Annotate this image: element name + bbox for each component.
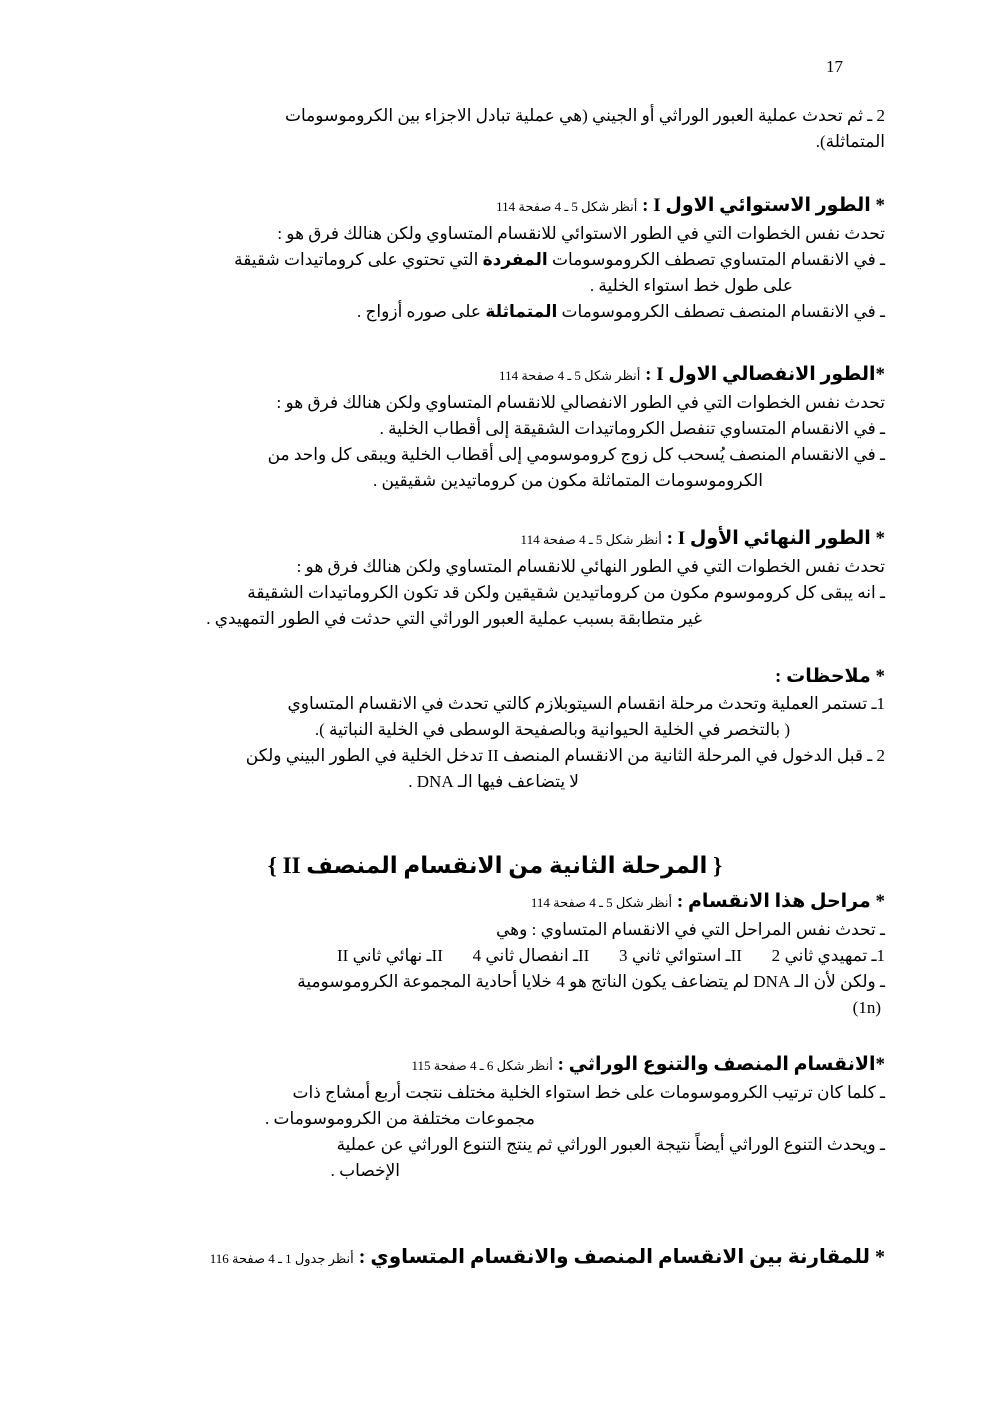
text-line: تحدث نفس الخطوات التي في الطور الاستوائي للانقسام المتساوي ولكن هنالك فرق هو : [277,224,885,243]
section-notes [105,663,885,795]
heading-title: * ملاحظات : [775,666,885,687]
section-genetic-variation [105,1051,885,1184]
text-line: 2 ـ قبل الدخول في المرحلة الثانية من الانقسام المنصف II تدخل الخلية في الطور البيني ولكن [245,746,885,765]
text-line: ـ تحدث نفس المراحل التي في الانقسام المتساوي : وهي [496,920,885,939]
heading-title: *الطور الانفصالي الاول I : [645,364,885,385]
phases-list-line: 1ـ تمهيدي ثاني II 2ـ استوائي ثاني II 3ـ انفصال ثاني II 4ـ نهائي ثاني II [337,946,885,965]
section-stages-of-division [105,888,885,1021]
heading-title: *الانقسام المنصف والتنوع الوراثي : [557,1054,885,1075]
text-line: 2 ـ ثم تحدث عملية العبور الوراثي أو الجيني (هي عملية تبادل الاجزاء بين الكروموسومات [285,106,885,125]
text-line: الكروموسومات المتماثلة مكون من كروماتيدين شقيقين . [372,471,763,490]
line-segment: ـ في الانقسام المتساوي تصطف الكروموسومات [547,250,885,269]
page-number: 17 [826,57,843,76]
text-line: غير متطابقة بسبب عملية العبور الوراثي التي حدثت في الطور التمهيدي . [206,609,702,628]
text-line: 1ـ تستمر العملية وتحدث مرحلة انقسام السيتوبلازم كالتي تحدث في الانقسام المتساوي [287,694,885,713]
text-line: ـ ولكن لأن الـ DNA لم يتضاعف يكون الناتج هو 4 خلايا أحادية المجموعة الكروموسومية [297,972,885,991]
text-line: ـ كلما كان ترتيب الكروموسومات على خط استواء الخلية مختلف نتجت أربع أمشاج ذات [292,1083,885,1102]
section-comparison [105,1242,885,1274]
intro-paragraph [105,103,885,155]
bold-word: المتماثلة [485,302,558,321]
line-segment: التي تحتوي على كروماتيدات شقيقة [234,250,483,269]
text-line [105,299,885,325]
figure-reference: أنظر شكل 6 ـ 4 صفحة 115 [411,1058,553,1073]
stage-2-heading: { المرحلة الثانية من الانقسام المنصف II } [267,853,723,878]
line-segment: على صوره أزواج . [356,302,486,321]
text-line: ـ في الانقسام المتساوي تنفصل الكروماتيدات الشقيقة إلى أقطاب الخلية . [379,419,885,438]
text-line: ـ في الانقسام المنصف يُسحب كل زوج كروموسومي إلى أقطاب الخلية ويبقى كل واحد من [267,445,885,464]
section-heading [105,525,885,554]
section-anaphase-1 [105,361,885,494]
text-line: ـ انه يبقى كل كروموسوم مكون من كروماتيدين شقيقين ولكن قد تكون الكروماتيدات الشقيقة [247,583,885,602]
section-heading [105,192,885,221]
text-line: مجموعات مختلفة من الكروموسومات . [265,1109,535,1128]
text-line [105,247,885,273]
text-line: ( بالتخصر في الخلية الحيوانية وبالصفيحة الوسطى في الخلية النباتية ). [314,720,790,739]
section-telophase-1 [105,525,885,632]
section-heading [105,361,885,390]
section-heading [105,888,885,917]
heading-title: * للمقارنة بين الانقسام المنصف والانقسام المتساوي : [358,1246,885,1268]
section-heading [105,663,885,691]
figure-reference: أنظر شكل 5 ـ 4 صفحة 114 [530,895,673,910]
text-line: ـ ويحدث التنوع الوراثي أيضاً نتيجة العبور الوراثي ثم ينتج التنوع الوراثي عن عملية [336,1135,885,1154]
text-line: لا يتضاعف فيها الـ DNA . [408,772,579,791]
heading-title: * الطور النهائي الأول I : [666,528,885,549]
text-line: على طول خط استواء الخلية . [589,276,793,295]
text-line: المتماثلة). [815,132,885,151]
text-line: الإخصاب . [330,1161,400,1180]
bold-word: المفردة [482,250,548,269]
figure-reference: أنظر شكل 5 ـ 4 صفحة 114 [520,532,662,547]
figure-reference: أنظر شكل 5 ـ 4 صفحة 114 [496,199,638,214]
section-heading [105,1051,885,1080]
heading-title: * الطور الاستوائي الاول I : [642,195,885,216]
table-reference: أنظر جدول 1 ـ 4 صفحة 116 [209,1251,354,1266]
section-heading [105,1242,885,1274]
figure-reference: أنظر شكل 5 ـ 4 صفحة 114 [499,368,641,383]
text-line: تحدث نفس الخطوات التي في الطور الانفصالي للانقسام المتساوي ولكن هنالك فرق هو : [276,393,885,412]
section-metaphase-1 [105,192,885,325]
page-content [105,103,885,1274]
line-segment: ـ في الانقسام المنصف تصطف الكروموسومات [557,302,885,321]
heading-title: * مراحل هذا الانقسام : [676,891,885,912]
text-line: تحدث نفس الخطوات التي في الطور النهائي للانقسام المتساوي ولكن هنالك فرق هو : [296,557,885,576]
text-line: (1n) [852,998,881,1017]
